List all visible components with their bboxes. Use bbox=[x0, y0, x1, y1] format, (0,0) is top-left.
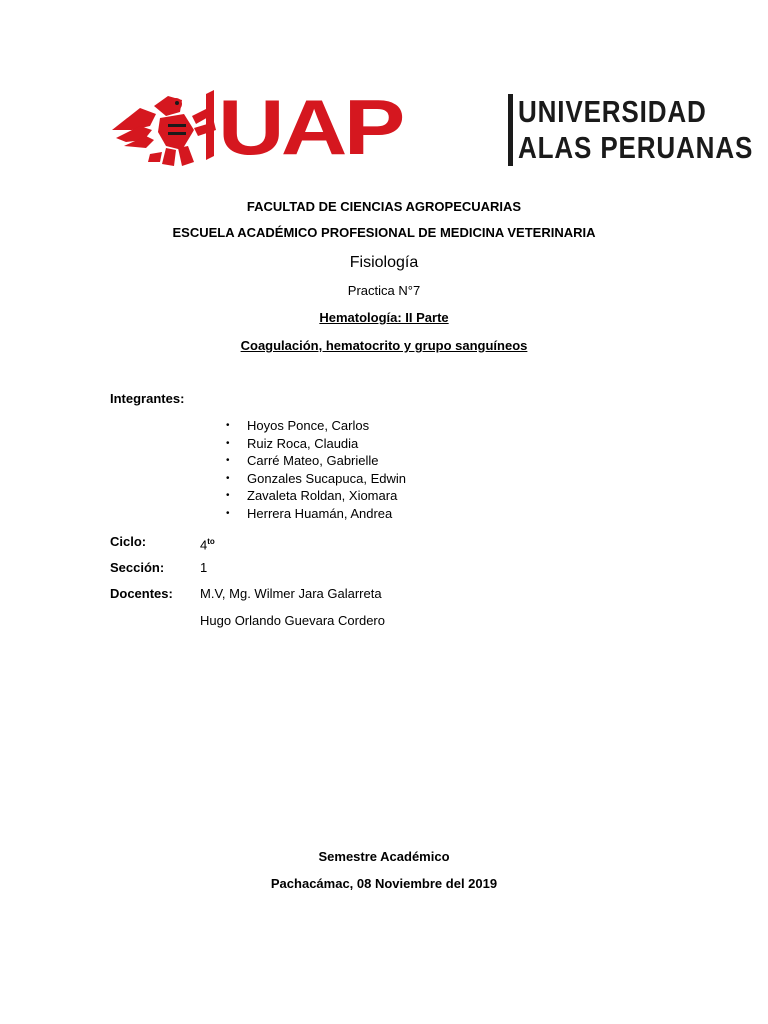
list-item bbox=[226, 417, 406, 435]
logo-name-line1: UNIVERSIDAD bbox=[518, 94, 707, 129]
section-label: Sección: bbox=[110, 560, 165, 575]
practice-number: Practica N°7 bbox=[347, 283, 421, 298]
bullet-icon: • bbox=[226, 490, 230, 502]
teachers-label: Docentes: bbox=[110, 586, 173, 601]
member-name: Hoyos Ponce, Carlos bbox=[247, 418, 370, 433]
member-name: Ruiz Roca, Claudia bbox=[247, 435, 359, 451]
faculty-heading: FACULTAD DE CIENCIAS AGROPECUARIAS bbox=[246, 199, 522, 214]
cycle-value bbox=[200, 534, 215, 553]
place-date: Pachacámac, 08 Noviembre del 2019 bbox=[270, 876, 498, 891]
bullet-icon: • bbox=[226, 437, 230, 449]
member-name: Herrera Huamán, Andrea bbox=[247, 505, 393, 521]
logo-divider bbox=[508, 94, 513, 166]
list-item bbox=[226, 452, 406, 470]
teacher-name: Hugo Orlando Guevara Cordero bbox=[200, 613, 385, 628]
aztec-bird-emblem-icon bbox=[110, 86, 222, 170]
school-heading: ESCUELA ACADÉMICO PROFESIONAL DE MEDICINA VETERINARIA bbox=[172, 225, 596, 240]
topic-title: Hematología: II Parte bbox=[319, 310, 449, 325]
list-item bbox=[226, 435, 406, 453]
course-title: Fisiología bbox=[349, 254, 419, 271]
university-logo bbox=[110, 83, 754, 171]
cycle-number: 4 bbox=[200, 537, 208, 553]
section-value: 1 bbox=[200, 560, 208, 575]
members-label: Integrantes: bbox=[110, 391, 185, 406]
member-name: Gonzales Sucapuca, Edwin bbox=[247, 470, 406, 486]
members-list bbox=[226, 417, 406, 523]
bullet-icon: • bbox=[226, 420, 230, 431]
bullet-icon: • bbox=[226, 455, 230, 467]
list-item bbox=[226, 487, 406, 505]
cycle-label: Ciclo: bbox=[110, 534, 147, 549]
cycle-suffix: to bbox=[207, 537, 215, 546]
list-item bbox=[226, 470, 406, 488]
semester-label: Semestre Académico bbox=[318, 849, 450, 864]
member-name: Zavaleta Roldan, Xiomara bbox=[247, 488, 398, 504]
subtopic-title: Coagulación, hematocrito y grupo sanguíneos bbox=[240, 338, 528, 353]
teacher-name: M.V, Mg. Wilmer Jara Galarreta bbox=[200, 586, 382, 601]
bullet-icon: • bbox=[226, 507, 230, 519]
list-item bbox=[226, 505, 406, 523]
logo-acronym: UAP bbox=[218, 83, 402, 171]
logo-name-line2: ALAS PERUANAS bbox=[518, 130, 754, 165]
member-name: Carré Mateo, Gabrielle bbox=[247, 453, 379, 469]
bullet-icon: • bbox=[226, 472, 230, 484]
